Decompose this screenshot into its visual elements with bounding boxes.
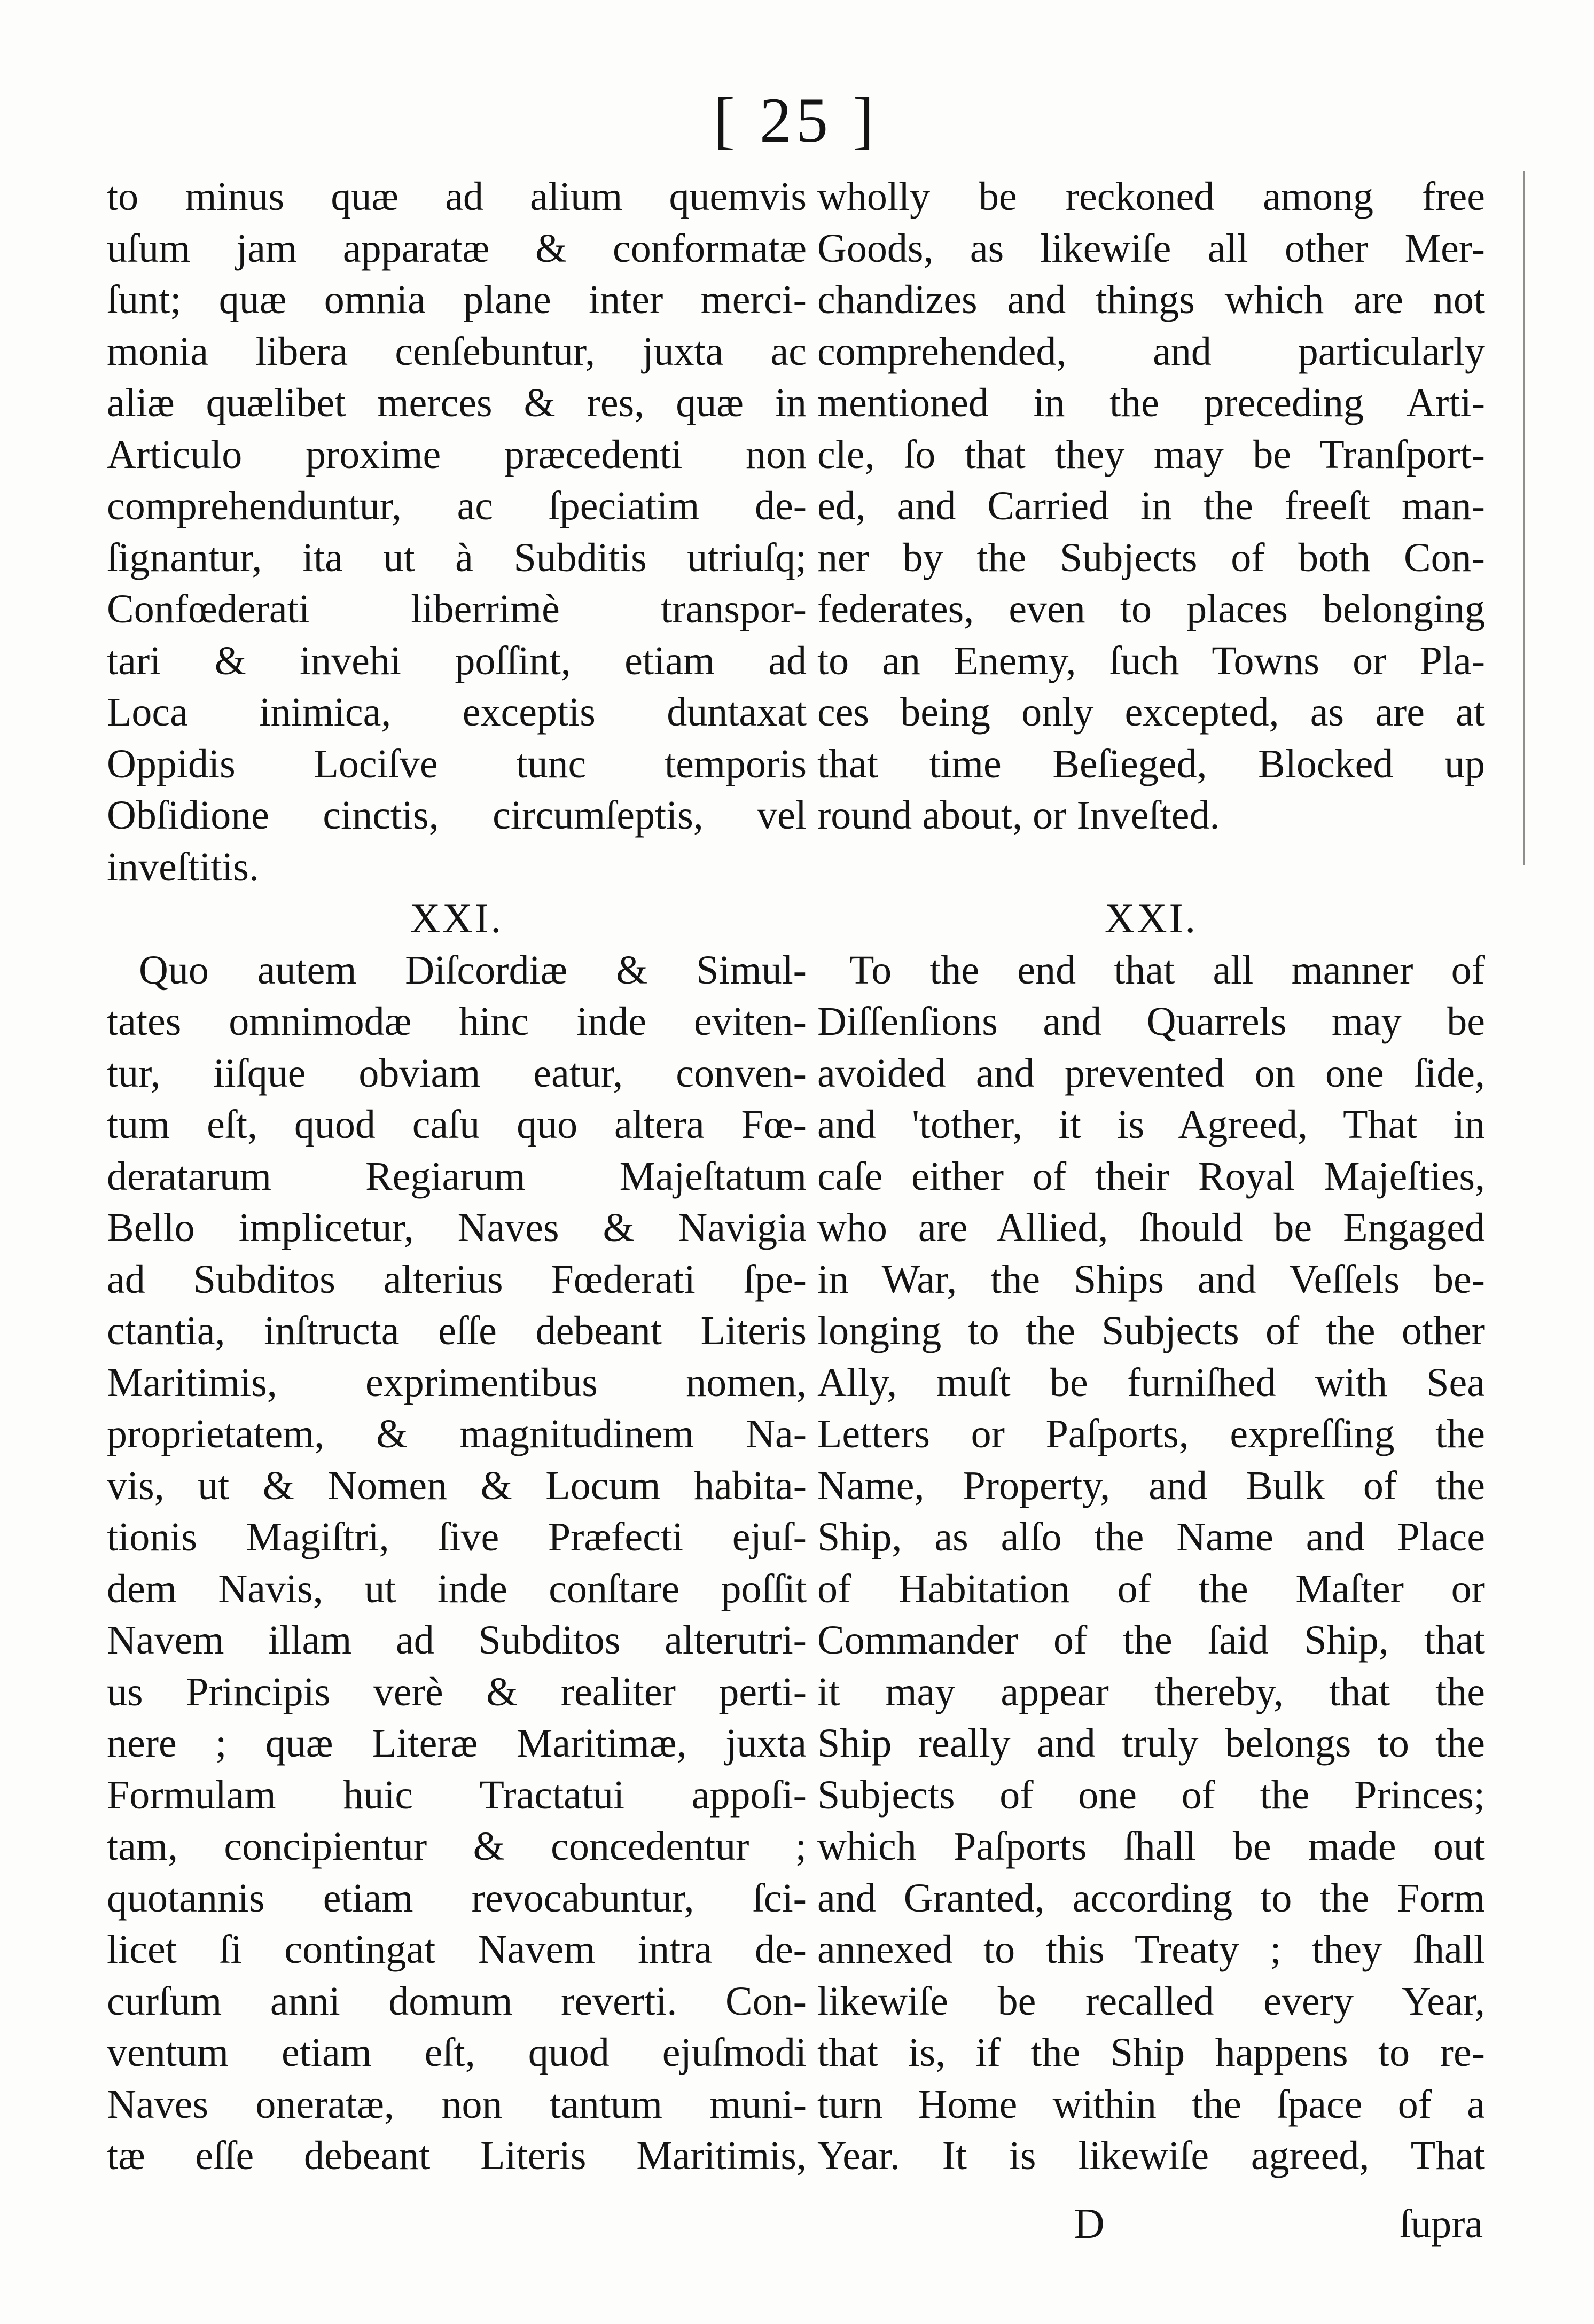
text-line: mentioned in the preceding Arti- (817, 380, 1485, 425)
text-line: licet ſi contingat Navem intra de- (107, 1927, 807, 1972)
text-line: it may appear thereby, that the (817, 1669, 1485, 1714)
text-line: aliæ quælibet merces & res, quæ in (107, 380, 807, 425)
text-line: which Paſports ſhall be made out (817, 1824, 1485, 1869)
text-line: tæ eſſe debeant Literis Maritimis, (107, 2133, 807, 2178)
text-line: ner by the Subjects of both Con- (817, 535, 1485, 580)
text-line: Letters or Paſports, expreſſing the (817, 1411, 1485, 1456)
text-line: comprehenduntur, ac ſpeciatim de- (107, 483, 807, 528)
text-line: that time Beſieged, Blocked up (817, 741, 1485, 786)
text-line: turn Home within the ſpace of a (817, 2081, 1485, 2127)
text-line: curſum anni domum reverti. Con- (107, 1978, 807, 2024)
text-line: tam, concipientur & concedentur ; (107, 1824, 807, 1869)
text-line: ed, and Carried in the freeſt man- (817, 483, 1485, 528)
text-line: proprietatem, & magnitudinem Na- (107, 1411, 807, 1456)
text-line: nere ; quæ Literæ Maritimæ, juxta (107, 1721, 807, 1766)
text-line: Year. It is likewiſe agreed, That (817, 2133, 1485, 2178)
text-line: Ship, as alſo the Name and Place (817, 1515, 1485, 1559)
text-line: inveſtitis. (107, 844, 259, 890)
text-line: tari & invehi poſſint, etiam ad (107, 638, 807, 683)
text-line: Naves oneratæ, non tantum muni- (107, 2081, 807, 2127)
latin-column (107, 171, 807, 2182)
text-line: ctantia, inſtructa eſſe debeant Literis (107, 1308, 807, 1353)
text-line: to an Enemy, ſuch Towns or Pla- (817, 638, 1485, 683)
text-line: round about, or Inveſted. (817, 793, 1220, 838)
text-line: who are Allied, ſhould be Engaged (817, 1205, 1485, 1250)
text-line: Navem illam ad Subditos alterutri- (107, 1618, 807, 1663)
english-paragraph-1 (817, 171, 1485, 893)
text-line: Diſſenſions and Quarrels may be (817, 999, 1485, 1044)
text-line: cle, ſo that they may be Tranſport- (817, 432, 1485, 477)
blank-line (817, 841, 1485, 893)
text-line: Articulo proxime præcedenti non (107, 432, 807, 477)
text-line: Commander of the ſaid Ship, that (817, 1618, 1485, 1663)
text-line: tur, iiſque obviam eatur, conven- (107, 1050, 807, 1096)
text-line: vis, ut & Nomen & Locum habita- (107, 1463, 807, 1508)
text-line: dem Navis, ut inde conſtare poſſit (107, 1566, 807, 1611)
english-paragraph-2 (817, 945, 1485, 2182)
article-heading-english: XXI. (1104, 895, 1198, 941)
text-line: federates, even to places belonging (817, 587, 1485, 631)
text-line: longing to the Subjects of the other (817, 1308, 1485, 1353)
text-line: Quo autem Diſcordiæ & Simul- (139, 947, 807, 993)
text-line: Goods, as likewiſe all other Mer- (817, 225, 1485, 271)
text-line: Ally, muſt be furniſhed with Sea (817, 1360, 1485, 1405)
text-line: in War, the Ships and Veſſels be- (817, 1257, 1485, 1302)
text-line: deratarum Regiarum Majeſtatum (107, 1153, 807, 1199)
text-line: Subjects of one of the Princes; (817, 1772, 1485, 1818)
text-line: and 'tother, it is Agreed, That in (817, 1102, 1485, 1147)
text-line: and Granted, according to the Form (817, 1875, 1485, 1921)
text-line: ventum etiam eſt, quod ejuſmodi (107, 2030, 807, 2075)
text-line: of Habitation of the Maſter or (817, 1566, 1485, 1611)
page-edge-mark (1520, 171, 1525, 865)
text-line: Confœderati liberrimè transpor- (107, 587, 807, 631)
latin-paragraph-1 (107, 171, 807, 893)
text-line: Oppidis Lociſve tunc temporis (107, 741, 807, 786)
text-line: avoided and prevented on one ſide, (817, 1050, 1485, 1096)
text-line: tates omnimodæ hinc inde eviten- (107, 999, 807, 1044)
text-line: ces being only excepted, as are at (817, 690, 1485, 735)
text-line: quotannis etiam revocabuntur, ſci- (107, 1875, 807, 1921)
text-line: caſe either of their Royal Majeſties, (817, 1153, 1485, 1199)
text-line: to minus quæ ad alium quemvis (107, 174, 807, 219)
text-line: Formulam huic Tractatui appoſi- (107, 1772, 807, 1818)
english-column (817, 171, 1485, 2182)
article-heading-latin: XXI. (410, 895, 504, 941)
text-line: us Principis verè & realiter perti- (107, 1669, 807, 1714)
text-line: Name, Property, and Bulk of the (817, 1463, 1485, 1508)
text-line: Loca inimica, exceptis duntaxat (107, 690, 807, 735)
text-line: Ship really and truly belongs to the (817, 1721, 1485, 1766)
text-line: chandizes and things which are not (817, 277, 1485, 322)
text-line: annexed to this Treaty ; they ſhall (817, 1927, 1485, 1972)
page-number: [ 25 ] (714, 84, 878, 155)
text-line: uſum jam apparatæ & conformatæ (107, 225, 807, 271)
catchword: ſupra (1400, 2202, 1483, 2247)
signature-mark: D (1074, 2201, 1105, 2248)
text-line: To the end that all manner of (849, 947, 1485, 993)
text-line: tum eſt, quod caſu quo altera Fœ- (107, 1102, 807, 1147)
text-line: that is, if the Ship happens to re- (817, 2030, 1485, 2075)
text-line: ſignantur, ita ut à Subditis utriuſq; (107, 535, 807, 580)
text-line: comprehended, and particularly (817, 329, 1485, 374)
text-line: ſunt; quæ omnia plane inter merci- (107, 277, 807, 322)
text-line: Maritimis, exprimentibus nomen, (107, 1360, 807, 1405)
text-line: likewiſe be recalled every Year, (817, 1978, 1485, 2024)
text-line: tionis Magiſtri, ſive Præfecti ejuſ- (107, 1515, 807, 1559)
text-line: ad Subditos alterius Fœderati ſpe- (107, 1257, 807, 1302)
text-line: Obſidione cinctis, circumſeptis, vel (107, 793, 807, 838)
text-line: Bello implicetur, Naves & Navigia (107, 1205, 807, 1250)
text-line: wholly be reckoned among free (817, 174, 1485, 219)
latin-paragraph-2 (107, 945, 807, 2182)
text-line: monia libera cenſebuntur, juxta ac (107, 329, 807, 374)
